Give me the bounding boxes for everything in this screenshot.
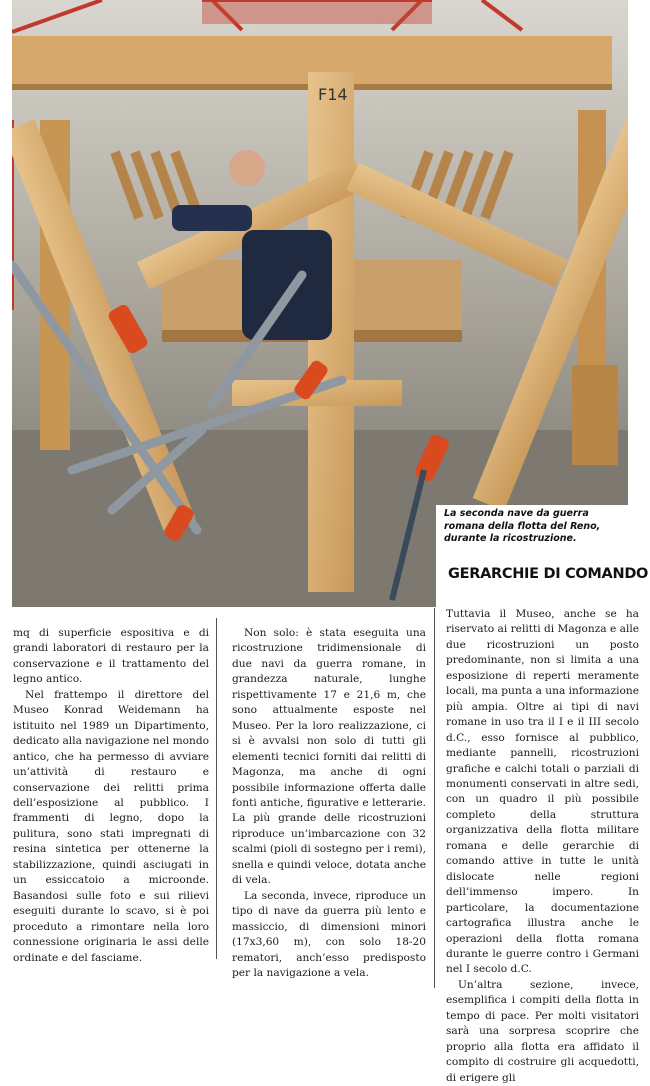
- paragraph: Non solo: è stata eseguita una ricostruzione tridimensionale di due navi da guerra romane, in grandezza naturale, lunghe rispettivamente 17 e 21,6 m, che sono attualmente esposte nel Museo. Per la loro realizzazione, ci si è avvalsi non solo di tutti gli elementi tecnici forniti dai relitti di Magonza, ma anche di ogni possibile informazione offerta dalle fonti antiche, figurative e letterarie. La più grande delle ricostruzioni riproduce un’imbarcazione con 32 scalmi (pioli di sostegno per i remi), snella e quindi veloce, dotata anche di vela.: [232, 627, 426, 887]
- paragraph: mq di superficie espositiva e di grandi laboratori di restauro per la conservazione e il trattamento del legno antico.: [13, 627, 209, 686]
- column-divider-1: [216, 618, 217, 959]
- paragraph: Un’altra sezione, invece, esemplifica i compiti della flotta in tempo di pace. Per molti visitatori sarà una sorpresa scoprire che proprio alla flotta era affidato il compito di costruire gli acquedotti, di erigere gli: [446, 978, 639, 1084]
- photo-caption: La seconda nave da guerra romana della flotta del Reno, durante la ricostruzione.: [444, 508, 601, 544]
- paragraph: Tuttavia il Museo, anche se ha riservato ai relitti di Magonza e alle due ricostruzioni un posto predominante, non si limita a una esposizione di reperti meramente locali, ma punta a una informazione più ampia. Oltre ai tipi di navi romane in uso tra il I e il III secolo d.C., esso fornisce al pubblico, mediante pannelli, ricostruzioni grafiche e calchi totali o parziali di monumenti conservati in altre sedi, con un quadro il più possibile completo della struttura organizzativa della flotta militare romana e delle gerarchie di comando attive in tutte le unità dislocate nelle regioni dell’immenso impero. In particolare, la documentazione cartografica illustra anche le operazioni della flotta romana durante le guerre contro i Germani nel I secolo d.C.: [446, 608, 640, 976]
- section-heading: GERARCHIE DI COMANDO: [448, 566, 649, 582]
- frame-label: F14: [318, 85, 348, 104]
- paragraph: Nel frattempo il direttore del Museo Konrad Weidemann ha istituito nel 1989 un Dipartimento, dedicato alla navigazione nel mondo antico, che ha permesso di avviare un’attività di restauro e conservazione dei relitti prima dell’esposizione al pubblico. I frammenti di legno, dopo la pulitura, sono stati impregnati di resina sintetica per ottenerne la stabilizzazione, quindi asciugati in un essiccatoio a microonde. Basandosi sulle foto e sui rilievi eseguiti durante lo scavo, si è poi proceduto a rimontare nella loro connessione originaria le assi delle ordinate e del fasciame.: [13, 688, 209, 964]
- text-column-1: [13, 626, 209, 966]
- text-column-3: [446, 607, 639, 1086]
- paragraph: La seconda, invece, riproduce un tipo di nave da guerra più lento e massiccio, di dimensioni minori (17x3,60 m), con solo 18-20 rematori, anch’esso predisposto per la navigazione a vela.: [232, 889, 426, 979]
- text-column-2: [232, 626, 426, 981]
- column-divider-2: [434, 608, 435, 988]
